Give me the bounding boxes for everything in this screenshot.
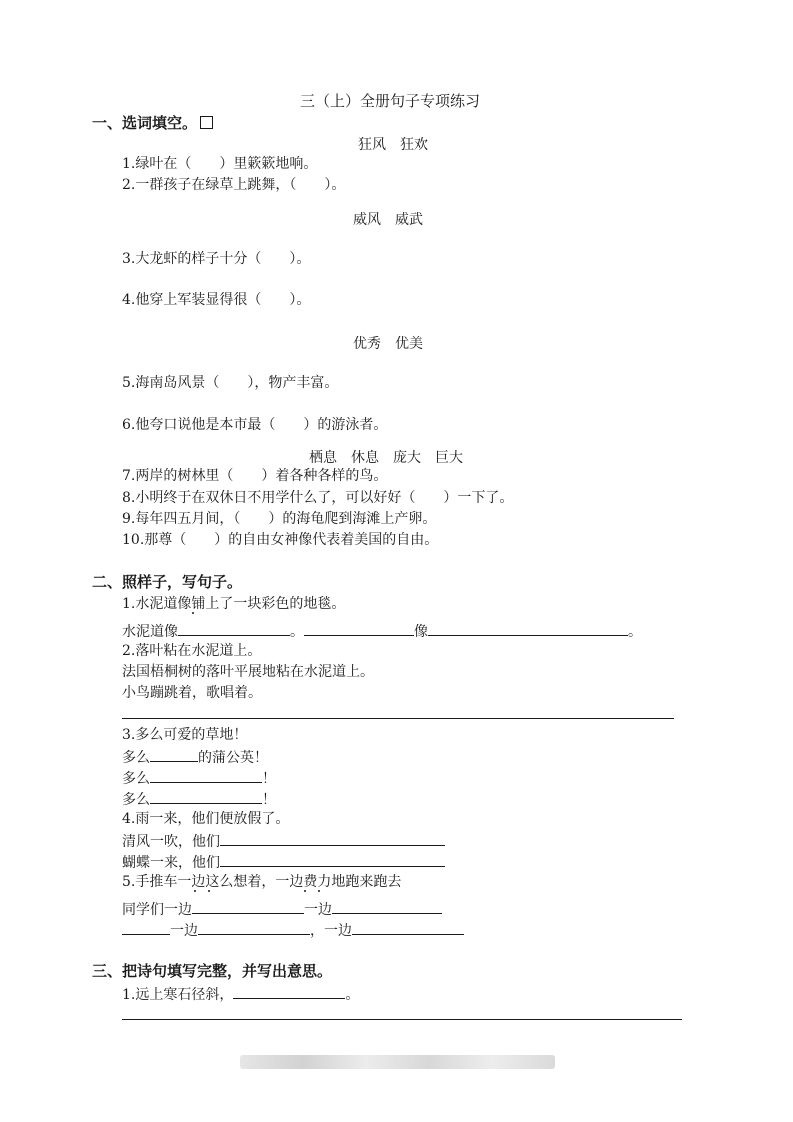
answer-blank[interactable] <box>332 899 442 914</box>
emphasis-dot <box>208 890 210 892</box>
answer-row-2-4a: 清风一吹，他们 <box>122 831 445 851</box>
question-1-6: 6.他夸口说他是本市最（ ）的游泳者。 <box>122 417 388 433</box>
question-2-2: 2.落叶粘在水泥道上。 <box>122 643 262 659</box>
page-title: 三（上）全册句子专项练习 <box>300 92 481 110</box>
question-1-4: 4.他穿上军装显得很（ ）。 <box>122 292 311 308</box>
answer-blank[interactable] <box>122 920 170 935</box>
word-bank-4: 栖息 休息 庞大 巨大 <box>309 450 463 466</box>
question-1-3: 3.大龙虾的样子十分（ ）。 <box>122 251 311 267</box>
answer-blank[interactable] <box>150 789 262 804</box>
question-1-9: 9.每年四五月间，（ ）的海龟爬到海滩上产卵。 <box>122 511 437 527</box>
answer-blank[interactable] <box>233 984 345 999</box>
answer-blank[interactable] <box>220 831 445 846</box>
answer-row-2-3a: 多么 的蒲公英！ <box>122 747 268 767</box>
question-2-4: 4.雨一来，他们便放假了。 <box>122 811 290 827</box>
question-1-10: 10.那尊（ ）的自由女神像代表着美国的自由。 <box>122 532 439 548</box>
answer-row-2-1: 水泥道像 。 像 。 <box>122 621 642 641</box>
word-bank-3: 优秀 优美 <box>353 336 423 352</box>
answer-row-2-4b: 蝴蝶一来，他们 <box>122 852 445 872</box>
answer-blank[interactable] <box>150 747 198 762</box>
question-1-5: 5.海南岛风景（ ），物产丰富。 <box>122 375 339 391</box>
answer-blank[interactable] <box>220 852 445 867</box>
word-bank-2: 威风 威武 <box>353 212 423 228</box>
answer-row-2-5a: 同学们一边 一边 <box>122 899 442 919</box>
question-1-8: 8.小明终于在双休日不用学什么了，可以好好（ ）一下了。 <box>122 490 514 506</box>
answer-line[interactable] <box>122 718 674 719</box>
task-2-2: 小鸟蹦跳着，歌唱着。 <box>122 685 262 701</box>
section-3-heading: 三、把诗句填写完整，并写出意思。 <box>92 962 333 980</box>
question-1-2: 2.一群孩子在绿草上跳舞，（ ）。 <box>122 177 346 193</box>
answer-blank[interactable] <box>192 899 304 914</box>
example-2-2: 法国梧桐树的落叶平展地粘在水泥道上。 <box>122 664 374 680</box>
emphasis-dot <box>194 890 196 892</box>
emphasis-dot <box>304 890 306 892</box>
answer-blank[interactable] <box>304 621 414 636</box>
word-bank-1: 狂风 狂欢 <box>358 137 428 153</box>
emphasis-dot <box>192 612 194 614</box>
answer-blank[interactable] <box>198 920 310 935</box>
answer-blank[interactable] <box>150 768 262 783</box>
section-2-heading: 二、照样子，写句子。 <box>92 573 243 591</box>
answer-row-2-5b: 一边 ，一边 <box>122 920 464 940</box>
blurred-watermark <box>240 1055 555 1069</box>
answer-blank[interactable] <box>178 621 290 636</box>
question-2-5: 5.手推车一边这么想着，一边费力地跑来跑去 <box>122 874 402 890</box>
answer-row-3-1: 1.远上寒石径斜， 。 <box>122 984 359 1004</box>
answer-blank[interactable] <box>428 621 628 636</box>
question-2-3: 3.多么可爱的草地！ <box>122 727 248 743</box>
answer-blank[interactable] <box>352 920 464 935</box>
question-1-7: 7.两岸的树林里（ ）着各种各样的鸟。 <box>122 468 388 484</box>
section-1-heading: 一、选词填空。 <box>92 114 213 132</box>
answer-row-2-3c: 多么 ！ <box>122 789 276 809</box>
question-1-1: 1.绿叶在（ ）里簌簌地响。 <box>122 156 318 172</box>
question-2-1: 1.水泥道像铺上了一块彩色的地毯。 <box>122 596 346 612</box>
answer-row-2-3b: 多么 ！ <box>122 768 276 788</box>
emphasis-dot <box>318 890 320 892</box>
checkbox-icon <box>200 116 213 129</box>
answer-line[interactable] <box>122 1019 682 1020</box>
